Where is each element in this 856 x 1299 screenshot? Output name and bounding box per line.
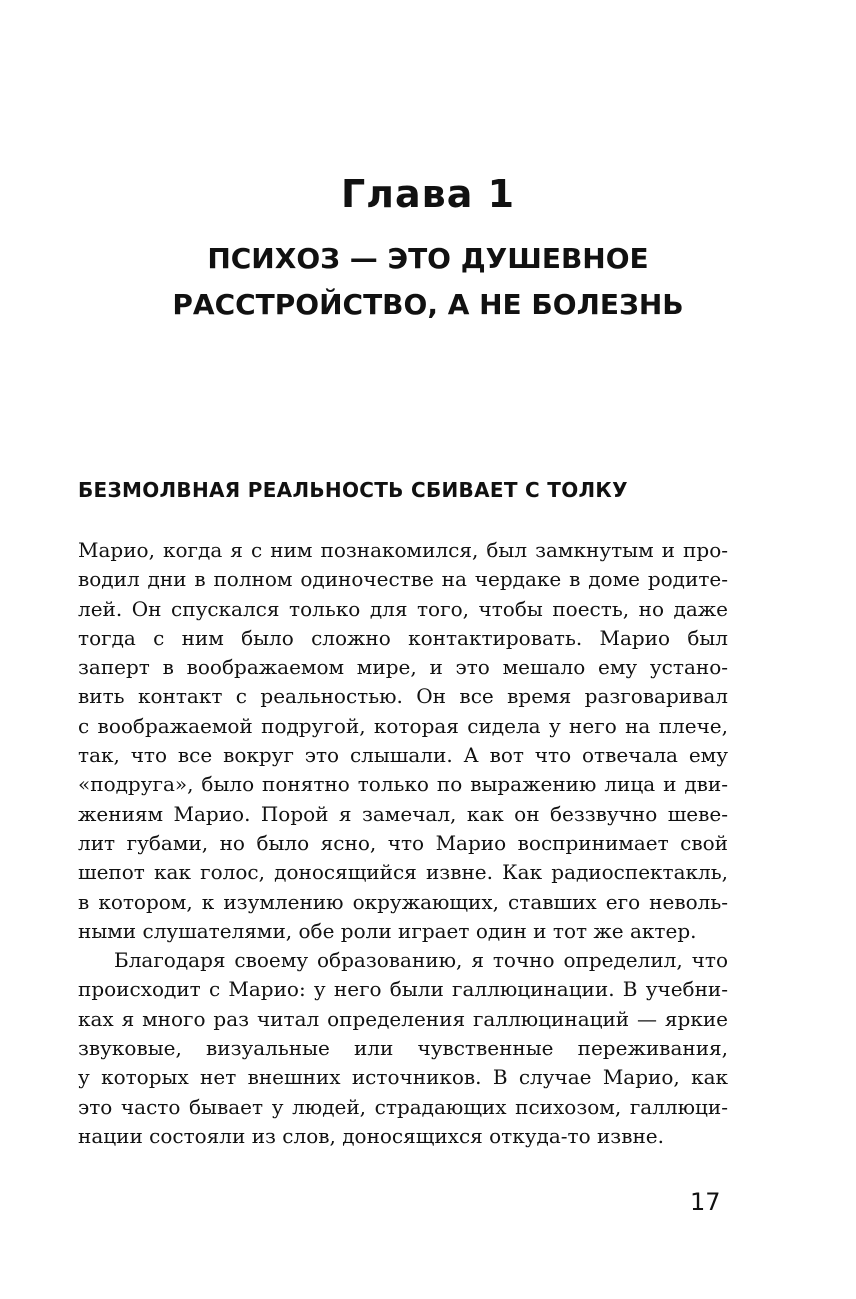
text-line: вить контакт с реальностью. Он все время разговаривал bbox=[78, 684, 728, 709]
text-line: нации состояли из слов, доносящихся откуда-то извне. bbox=[78, 1123, 664, 1148]
paragraph-1 bbox=[78, 536, 728, 946]
text-line: «подруга», было понятно только по выражению лица и дви- bbox=[78, 772, 728, 797]
text-line: лей. Он спускался только для того, чтобы поесть, но даже bbox=[78, 596, 728, 621]
text-line: у которых нет внешних источников. В случае Марио, как bbox=[78, 1065, 728, 1090]
chapter-title-line: РАССТРОЙСТВО, А НЕ БОЛЕЗНЬ bbox=[172, 288, 684, 321]
text-line: водил дни в полном одиночестве на чердаке в доме родите- bbox=[78, 567, 728, 592]
text-line: с воображаемой подругой, которая сидела у него на плече, bbox=[78, 713, 728, 738]
chapter-label: Глава 1 bbox=[340, 172, 516, 216]
text-line: ках я много раз читал определения галлюцинаций — яркие bbox=[78, 1006, 728, 1031]
text-line: лит губами, но было ясно, что Марио воспринимает свой bbox=[78, 830, 728, 855]
text-line: это часто бывает у людей, страдающих психозом, галлюци- bbox=[78, 1094, 728, 1119]
chapter-title-line: ПСИХОЗ — ЭТО ДУШЕВНОЕ bbox=[207, 242, 649, 275]
text-line: жениям Марио. Порой я замечал, как он беззвучно шеве- bbox=[78, 801, 728, 826]
text-line: ными слушателями, обе роли играет один и тот же актер. bbox=[78, 918, 697, 943]
text-line: заперт в воображаемом мире, и это мешало ему устано- bbox=[78, 655, 728, 680]
text-line: шепот как голос, доносящийся извне. Как радиоспектакль, bbox=[78, 860, 728, 885]
section-heading: БЕЗМОЛВНАЯ РЕАЛЬНОСТЬ СБИВАЕТ С ТОЛКУ bbox=[78, 478, 628, 502]
chapter-title bbox=[0, 236, 856, 328]
text-line: Благодаря своему образованию, я точно определил, что bbox=[114, 948, 728, 973]
text-line: в котором, к изумлению окружающих, ставших его неволь- bbox=[78, 889, 728, 914]
text-line: тогда с ним было сложно контактировать. Марио был bbox=[78, 625, 728, 650]
text-line: так, что все вокруг это слышали. А вот что отвечала ему bbox=[78, 743, 728, 768]
body-text bbox=[78, 536, 728, 1151]
page-number: 17 bbox=[690, 1188, 721, 1216]
text-line: Марио, когда я с ним познакомился, был замкнутым и про- bbox=[78, 538, 728, 562]
text-line: происходит с Марио: у него были галлюцинации. В учебни- bbox=[78, 977, 728, 1002]
paragraph-2 bbox=[78, 946, 728, 1151]
text-line: звуковые, визуальные или чувственные переживания, bbox=[78, 1036, 728, 1061]
